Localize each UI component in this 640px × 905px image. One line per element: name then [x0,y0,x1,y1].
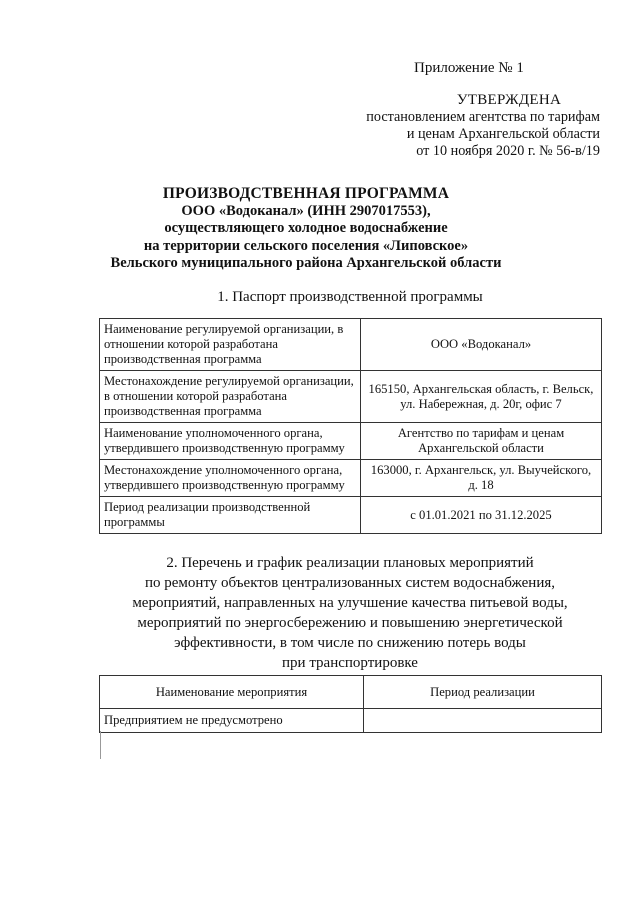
passport-table [99,318,602,534]
row-label: Период реализации производственной программы [100,497,361,534]
events-table [99,675,602,733]
section2-heading-line: 2. Перечень и график реализации плановых мероприятий [166,555,534,571]
table-cell [364,709,602,733]
section2-heading-line: по ремонту объектов централизованных систем водоснабжения, [144,575,555,591]
document-title [100,185,512,273]
section2-heading-line: мероприятий по энергосбережению и повышению энергетической [137,615,563,631]
approval-line: постановлением агентства по тарифам [366,109,600,125]
title-line: ООО «Водоканал» (ИНН 2907017553), [181,202,431,219]
appendix-label: Приложение № 1 [414,60,524,76]
table-header-row [100,676,602,709]
row-label: Наименование уполномоченного органа, утвердившего производственную программу [100,423,361,460]
table-edge-mark [100,731,101,759]
section1-heading: 1. Паспорт производственной программы [217,289,483,305]
section2-heading-line: эффективности, в том числе по снижению потерь воды [174,635,526,651]
section2-heading-line: мероприятий, направленных на улучшение качества питьевой воды, [132,595,568,611]
table-row [100,460,602,497]
approval-line: и ценам Архангельской области [406,126,600,142]
row-value: 165150, Архангельская область, г. Вельск, ул. Набережная, д. 20г, офис 7 [361,371,602,423]
table-row [100,423,602,460]
column-header: Наименование мероприятия [100,676,364,709]
table-row [100,709,602,733]
row-value: с 01.01.2021 по 31.12.2025 [361,497,602,534]
row-value: ООО «Водоканал» [361,319,602,371]
table-row [100,319,602,371]
row-label: Местонахождение регулируемой организации, в отношении которой разработана производственная программа [100,371,361,423]
row-value: 163000, г. Архангельск, ул. Выучейского, д. 18 [361,460,602,497]
section2-heading [100,553,600,673]
approval-heading: УТВЕРЖДЕНА [456,92,562,108]
title-main: ПРОИЗВОДСТВЕННАЯ ПРОГРАММА [162,185,450,202]
table-cell: Предприятием не предусмотрено [100,709,364,733]
table-row [100,497,602,534]
row-value: Агентство по тарифам и ценам Архангельской области [361,423,602,460]
title-line: Вельского муниципального района Архангельской области [110,255,502,271]
row-label: Наименование регулируемой организации, в отношении которой разработана производственная программа [100,319,361,371]
title-line: на территории сельского поселения «Липовское» [143,237,469,254]
section2-heading-line: при транспортировке [282,655,418,671]
table-row [100,371,602,423]
title-line: осуществляющего холодное водоснабжение [164,220,448,236]
approval-line: от 10 ноября 2020 г. № 56-в/19 [416,143,600,159]
approval-block [300,92,600,160]
row-label: Местонахождение уполномоченного органа, утвердившего производственную программу [100,460,361,497]
column-header: Период реализации [364,676,602,709]
